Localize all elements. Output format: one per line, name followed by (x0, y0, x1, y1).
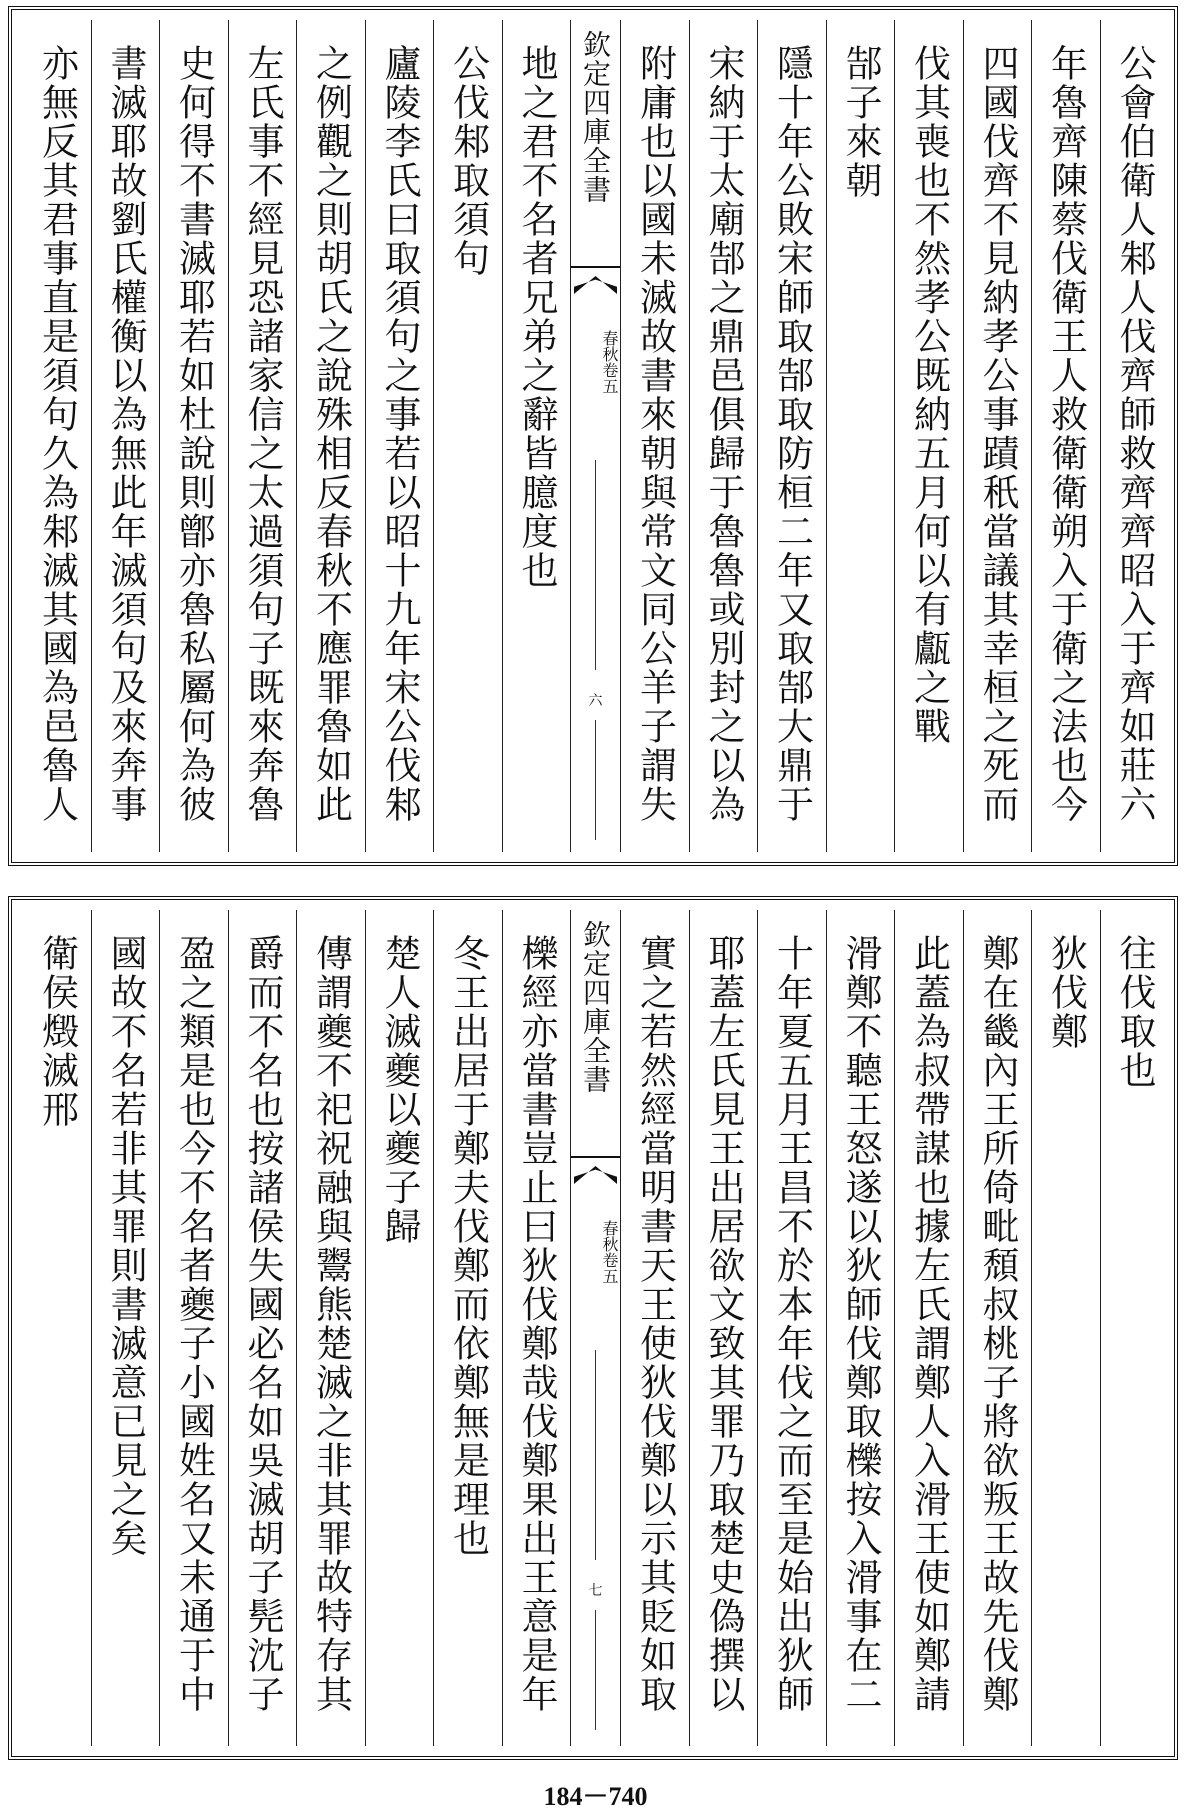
text-column (620, 910, 689, 1746)
column-text: 傳謂夔不祀祝融與鬻熊楚滅之非其罪故特存其 (309, 934, 353, 1714)
gutter-book-title: 欽定四庫全書 (579, 920, 612, 1094)
page-number: 184－740 (543, 1782, 648, 1811)
column-text: 廬陵李氏曰取須句之事若以昭十九年宋公伐邾 (378, 44, 421, 824)
fish-tail-mark-icon (574, 1166, 617, 1184)
gutter-volume: 卷五 (600, 362, 619, 394)
column-text: 盈之類是也今不名者夔子小國姓名又未通于中 (172, 934, 216, 1714)
column-text: 實之若然經當明書天王使狄伐鄭以示其貶如取 (633, 934, 677, 1714)
text-column (22, 910, 91, 1746)
text-column (228, 20, 297, 852)
text-column (1100, 20, 1169, 852)
gutter-line (595, 720, 596, 840)
column-text: 國故不名若非其罪則書滅意已見之矣 (104, 934, 147, 1558)
text-column (296, 20, 365, 852)
text-column (502, 20, 571, 852)
column-text: 隱十年公敗宋師取郜取防桓二年又取郜大鼎于 (770, 44, 814, 824)
text-column (159, 20, 228, 852)
text-column (502, 910, 571, 1746)
text-column (757, 20, 826, 852)
gutter-rule (571, 266, 620, 268)
column-text: 史何得不書滅耶若如杜說則鄫亦魯私屬何為彼 (172, 44, 216, 824)
text-column (689, 910, 758, 1746)
column-text: 此蓋為叔帶謀也據左氏謂鄭人入滑王使如鄭請 (907, 934, 951, 1714)
gutter-chapter-label (571, 330, 620, 394)
text-column (365, 910, 434, 1746)
text-column (894, 910, 963, 1746)
gutter-leaf-number: 六 (588, 693, 603, 709)
text-column (228, 910, 297, 1746)
gutter-book-name: 春秋 (600, 330, 619, 362)
text-column (433, 20, 502, 852)
column-text: 鄭在畿內王所倚毗頹叔桃子將欲叛王故先伐鄭 (976, 934, 1019, 1714)
text-column (826, 20, 895, 852)
column-text: 十年夏五月王昌不於本年伐之而至是始出狄師 (770, 934, 814, 1714)
text-column (689, 20, 758, 852)
column-text: 滑鄭不聽王怒遂以狄師伐鄭取櫟按入滑事在二 (839, 934, 882, 1714)
gutter-line (595, 1350, 596, 1560)
gutter-chapter-label (571, 1220, 620, 1284)
column-text: 年魯齊陳蔡伐衛王人救衛衛朔入于衛之法也今 (1044, 44, 1088, 824)
column-text: 狄伐鄭 (1044, 934, 1088, 1051)
gutter-rule (571, 1156, 620, 1158)
gutter-line (595, 1610, 596, 1730)
text-column (826, 910, 895, 1746)
text-column (1100, 910, 1169, 1746)
upper-text-columns (18, 20, 1168, 852)
column-text: 郜子來朝 (839, 44, 882, 200)
text-column (894, 20, 963, 852)
gutter-volume: 卷五 (600, 1252, 619, 1284)
text-column (1031, 20, 1100, 852)
column-text: 往伐取也 (1113, 934, 1156, 1090)
column-text: 宋納于太廟郜之鼎邑俱歸于魯魯或別封之以為 (702, 44, 745, 824)
column-text: 楚人滅夔以夔子歸 (378, 934, 421, 1246)
text-column (620, 20, 689, 852)
column-text: 亦無反其君事直是須句久為邾滅其國為邑魯人 (35, 44, 79, 824)
text-column (159, 910, 228, 1746)
text-column (365, 20, 434, 852)
center-gutter (570, 20, 620, 852)
gutter-line (595, 460, 596, 670)
center-gutter (570, 910, 620, 1746)
column-text: 之例觀之則胡氏之說殊相反春秋不應罪魯如此 (309, 44, 353, 824)
gutter-leaf-number: 七 (588, 1583, 603, 1599)
lower-book-page (8, 896, 1178, 1760)
lower-text-columns (18, 910, 1168, 1746)
column-text: 公會伯衛人邾人伐齊師救齊齊昭入于齊如莊六 (1113, 44, 1156, 824)
upper-book-page (8, 6, 1178, 866)
column-text: 四國伐齊不見納孝公事蹟秖當議其幸桓之死而 (976, 44, 1019, 824)
text-column (963, 910, 1032, 1746)
column-text: 爵而不名也按諸侯失國必名如吳滅胡子髡沈子 (241, 934, 284, 1714)
column-text: 附庸也以國未滅故書來朝與常文同公羊子謂失 (633, 44, 677, 824)
column-text: 公伐邾取須句 (446, 44, 490, 278)
column-text: 耶蓋左氏見王出居欲文致其罪乃取楚史偽撰以 (702, 934, 745, 1714)
column-text: 衛侯燬滅邢 (35, 934, 79, 1129)
column-text: 左氏事不經見恐諸家信之太過須句子既來奔魯 (241, 44, 284, 824)
text-column (22, 20, 91, 852)
text-column (1031, 910, 1100, 1746)
text-column (963, 20, 1032, 852)
column-text: 冬王出居于鄭夫伐鄭而依鄭無是理也 (446, 934, 490, 1558)
gutter-book-title: 欽定四庫全書 (579, 30, 612, 204)
text-column (91, 910, 160, 1746)
text-column (433, 910, 502, 1746)
text-column (296, 910, 365, 1746)
column-text: 伐其喪也不然孝公既納五月何以有甗之戰 (907, 44, 951, 746)
gutter-book-name: 春秋 (600, 1220, 619, 1252)
column-text: 櫟經亦當書豈止曰狄伐鄭哉伐鄭果出王意是年 (515, 934, 558, 1714)
column-text: 書滅耶故劉氏權衡以為無此年滅須句及來奔事 (104, 44, 147, 824)
text-column (91, 20, 160, 852)
column-text: 地之君不名者兄弟之辭皆臆度也 (515, 44, 558, 590)
fish-tail-mark-icon (574, 276, 617, 294)
text-column (757, 910, 826, 1746)
